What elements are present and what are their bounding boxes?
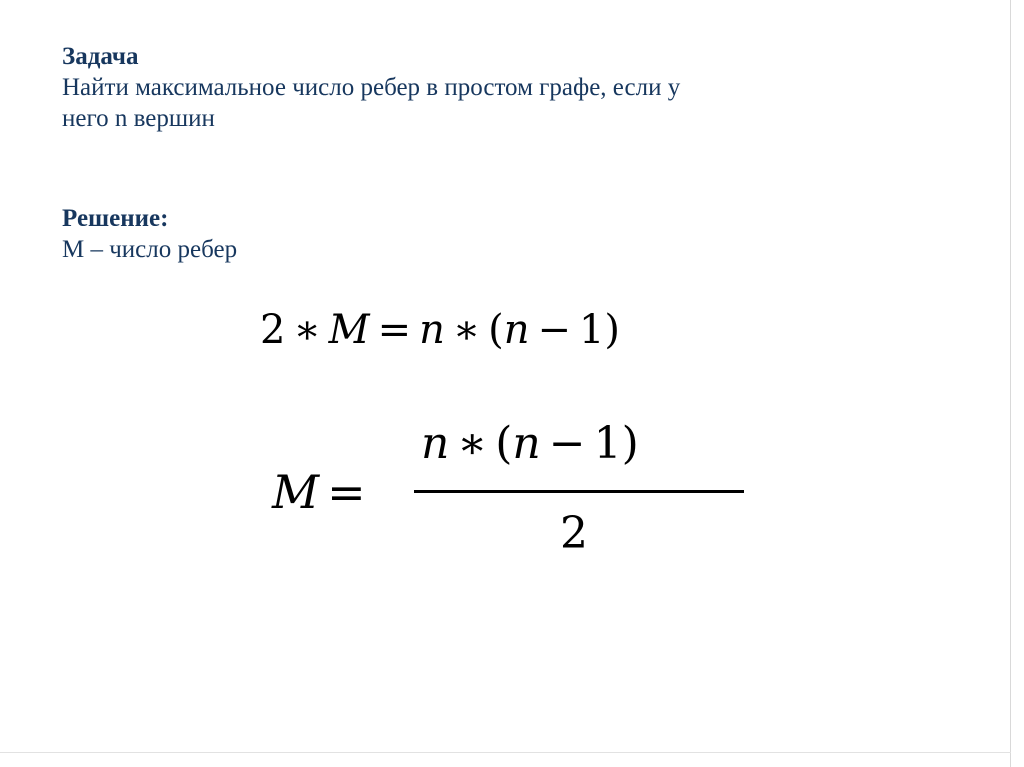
solution-block (62, 203, 962, 265)
formula-1-variable-m: M (328, 307, 370, 353)
formula-2-variable-n-2: n (512, 418, 541, 469)
problem-heading: Задача (62, 43, 139, 70)
problem-text-line-1: Найти максимальное число ребер в простом графе, если у (62, 74, 681, 101)
formula-1-variable-n: n (419, 307, 445, 353)
formula-1-one: 1 (578, 307, 605, 353)
solution-definition: M – число ребер (62, 236, 238, 263)
formula-2-close-paren: ) (621, 418, 639, 469)
formula-1-coefficient: 2 (260, 307, 286, 353)
formula-2-denominator-value: 2 (560, 508, 588, 559)
problem-text-line-2: него n вершин (62, 105, 215, 132)
formula-1-multiply-sign: ∗ (293, 307, 321, 353)
formula-2-equals-sign: = (327, 465, 366, 519)
slide-frame-right-edge (1010, 0, 1011, 767)
slide-frame-bottom-edge (0, 752, 1011, 753)
formula-1-equals-sign: = (377, 307, 412, 353)
formula-2-variable-m: M (272, 465, 320, 519)
formula-2-open-paren: ( (495, 418, 513, 469)
formula-2-one: 1 (593, 418, 622, 469)
formula-1-variable-n-2: n (503, 307, 530, 353)
formula-sum-of-degrees (260, 303, 620, 357)
formula-1-close-paren: ) (604, 307, 621, 353)
formula-2-variable-n: n (421, 418, 450, 469)
formula-1-multiply-sign-2: ∗ (452, 307, 481, 353)
formula-2-fraction-bar (414, 490, 744, 493)
formula-1-open-paren: ( (488, 307, 504, 353)
formula-2-multiply-sign: ∗ (457, 418, 488, 469)
formula-2-minus-sign: − (548, 418, 586, 469)
formula-2-numerator (421, 415, 639, 473)
problem-block (62, 41, 962, 134)
formula-2-denominator (560, 505, 588, 563)
solution-heading: Решение: (62, 205, 169, 232)
formula-1-minus-sign: − (537, 307, 571, 353)
formula-2-left-side (272, 462, 374, 522)
